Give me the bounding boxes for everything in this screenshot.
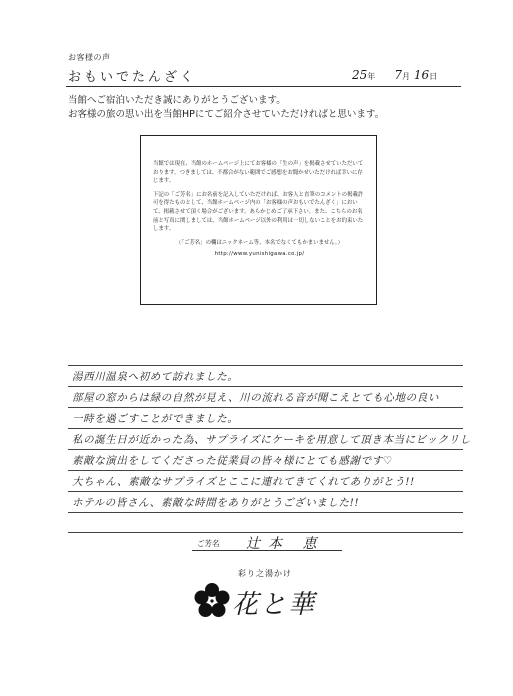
ruled-line	[68, 449, 463, 450]
greeting-line: 当館へご宿泊いただき誠にありがとうございます。	[68, 95, 286, 106]
ruled-line	[68, 512, 463, 513]
date-field	[352, 68, 437, 82]
flower-emblem-icon	[192, 581, 232, 621]
date-day: 16	[413, 68, 430, 82]
comment-line: 大ちゃん、素敵なサプライズとここに連れてきてくれてありがとう!!	[72, 476, 415, 488]
comment-line: 湯西川温泉へ初めて訪れました。	[72, 371, 239, 383]
title-underline	[66, 86, 461, 87]
comment-line: 私の誕生日が近かった為、サプライズにケーキを用意して頂き本当にビックリし	[72, 434, 471, 446]
ruled-line	[68, 365, 463, 366]
form-label: お客様の声	[68, 53, 111, 62]
comment-line: 素敵な演出をしてくださった従業員の皆々様にとても感謝です♡	[72, 455, 393, 467]
comment-line: ホテルの皆さん、素敵な時間をありがとうございました!!	[72, 497, 360, 509]
name-label: ご芳名	[197, 539, 220, 548]
notice-note: （「ご芳名」の欄はニックネーム等、本名でなくてもかまいません。）	[175, 239, 344, 246]
comment-line: 一時を過ごすことができました。	[72, 413, 239, 425]
date-year: 25	[352, 68, 368, 82]
signature-name: 辻本 恵	[246, 536, 325, 552]
ruled-line	[68, 428, 463, 429]
ruled-line	[68, 407, 463, 408]
date-day-unit: 日	[429, 72, 438, 81]
ruled-line	[68, 386, 463, 387]
greeting-line: お客様の旅の思い出を当館HPにてご紹介させていただければと思います。	[68, 109, 385, 120]
notice-box	[140, 135, 377, 305]
website-url: http://www.yunishigawa.co.jp/	[214, 251, 305, 258]
comment-area	[68, 365, 471, 533]
date-month-unit: 月	[402, 72, 410, 81]
notice-paragraph: 下記の「ご芳名」にお名前を記入していただければ、お客人と直筆のコメントの掲載許可を得たものとして、当館ホームページ内の「お客様の声おもいでたんざく」において、掲載させて頂く場合がございます。あらかじめご了承下さい。また、こちらのお名前と写真に関しましては、当館ホームページ以外の利用は一切しないことをお約束いたします。	[153, 191, 364, 233]
logo-subtitle: 彩り之湯かけ	[238, 569, 292, 578]
name-underline	[192, 550, 342, 551]
ruled-line	[68, 470, 463, 471]
ruled-line	[68, 491, 463, 492]
notice-paragraph: 当館では現在、当館のホームページ上にてお客様の「生の声」を掲載させていただいております。つきましては、不都合がない範囲でご感想をお聞かせいただければ幸いに存じます。	[153, 161, 364, 185]
form-title: おもいでたんざく	[68, 70, 197, 85]
logo-text: 花と華	[232, 590, 317, 620]
greeting-text	[68, 94, 468, 122]
date-year-unit: 年	[367, 72, 376, 81]
comment-line: 部屋の窓からは緑の自然が見え、川の流れる音が聞こえとても心地の良い	[72, 392, 439, 404]
date-month: 7	[394, 68, 402, 82]
